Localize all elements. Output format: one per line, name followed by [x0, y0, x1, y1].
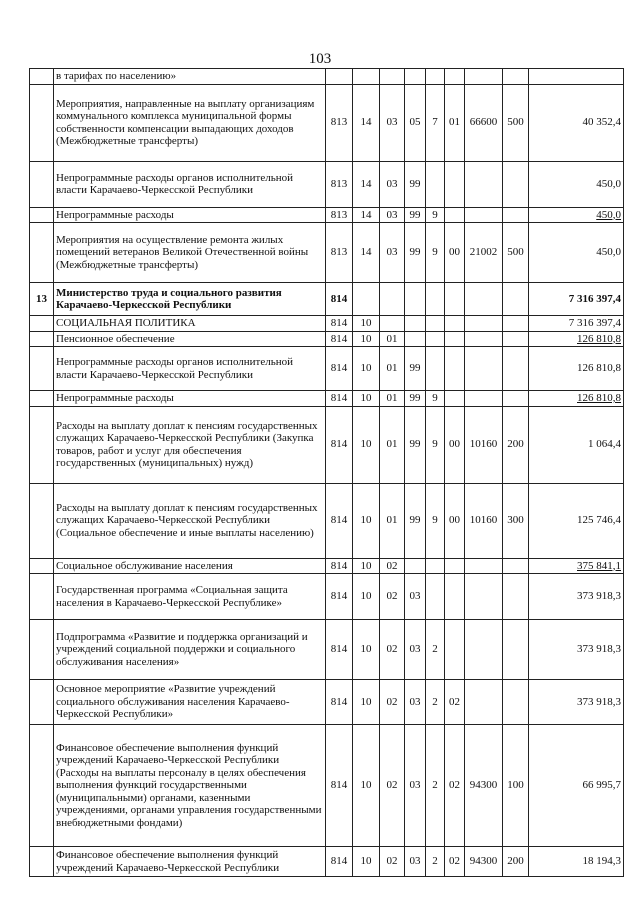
subprogram-code-cell [426, 574, 445, 620]
item-name-cell: Непрограммные расходы [54, 391, 326, 407]
subsection-code-cell: 02 [380, 847, 405, 877]
program-code-cell: 03 [405, 725, 426, 847]
table-row [30, 680, 624, 725]
amount-cell: 18 194,3 [529, 847, 624, 877]
grbs-code-cell: 813 [326, 161, 353, 207]
row-number-cell [30, 391, 54, 407]
section-code-cell: 10 [353, 406, 380, 483]
grbs-code-cell: 814 [326, 331, 353, 347]
subprogram-code-cell [426, 347, 445, 391]
program-code-cell: 99 [405, 406, 426, 483]
measure-code-cell [445, 316, 465, 332]
direction-code-cell [465, 331, 503, 347]
subsection-code-cell: 03 [380, 161, 405, 207]
amount-cell: 1 064,4 [529, 406, 624, 483]
amount-cell: 66 995,7 [529, 725, 624, 847]
expense-type-cell: 200 [503, 406, 529, 483]
expense-type-cell: 300 [503, 483, 529, 558]
row-number-cell [30, 331, 54, 347]
item-name-cell: Мероприятия на осуществление ремонта жилых помещений ветеранов Великой Отечественной войны (Межбюджетные трансферты) [54, 223, 326, 283]
row-number-cell [30, 558, 54, 574]
measure-code-cell [445, 391, 465, 407]
measure-code-cell [445, 347, 465, 391]
subsection-code-cell: 01 [380, 483, 405, 558]
table-row [30, 483, 624, 558]
table-row [30, 207, 624, 223]
section-code-cell [353, 69, 380, 85]
subprogram-code-cell [426, 283, 445, 316]
grbs-code-cell: 813 [326, 223, 353, 283]
measure-code-cell: 01 [445, 84, 465, 161]
subprogram-code-cell: 9 [426, 223, 445, 283]
row-number-cell [30, 680, 54, 725]
expense-type-cell [503, 283, 529, 316]
row-number-cell [30, 574, 54, 620]
direction-code-cell [465, 574, 503, 620]
program-code-cell: 99 [405, 391, 426, 407]
subsection-code-cell: 01 [380, 391, 405, 407]
grbs-code-cell: 813 [326, 84, 353, 161]
measure-code-cell [445, 161, 465, 207]
expense-type-cell [503, 391, 529, 407]
grbs-code-cell: 814 [326, 283, 353, 316]
measure-code-cell: 02 [445, 680, 465, 725]
row-number-cell [30, 69, 54, 85]
expense-type-cell: 500 [503, 84, 529, 161]
amount-cell: 373 918,3 [529, 680, 624, 725]
subprogram-code-cell [426, 558, 445, 574]
table-row [30, 391, 624, 407]
section-code-cell: 10 [353, 331, 380, 347]
subsection-code-cell [380, 69, 405, 85]
subsection-code-cell: 02 [380, 558, 405, 574]
grbs-code-cell: 814 [326, 391, 353, 407]
grbs-code-cell: 814 [326, 680, 353, 725]
amount-cell: 126 810,8 [529, 331, 624, 347]
section-code-cell: 10 [353, 391, 380, 407]
row-number-cell [30, 847, 54, 877]
subsection-code-cell: 02 [380, 680, 405, 725]
expense-type-cell [503, 558, 529, 574]
subsection-code-cell: 03 [380, 207, 405, 223]
measure-code-cell: 00 [445, 406, 465, 483]
direction-code-cell [465, 283, 503, 316]
row-number-cell [30, 620, 54, 680]
program-code-cell [405, 283, 426, 316]
direction-code-cell [465, 391, 503, 407]
amount-cell: 375 841,1 [529, 558, 624, 574]
amount-cell: 126 810,8 [529, 391, 624, 407]
page-number: 103 [308, 51, 332, 67]
measure-code-cell [445, 69, 465, 85]
amount-cell: 373 918,3 [529, 574, 624, 620]
amount-cell: 450,0 [529, 161, 624, 207]
table-row [30, 725, 624, 847]
expense-type-cell [503, 680, 529, 725]
expense-type-cell: 200 [503, 847, 529, 877]
program-code-cell: 99 [405, 347, 426, 391]
direction-code-cell [465, 161, 503, 207]
measure-code-cell [445, 207, 465, 223]
amount-cell: 7 316 397,4 [529, 316, 624, 332]
subsection-code-cell: 01 [380, 331, 405, 347]
amount-cell: 450,0 [529, 207, 624, 223]
row-number-cell [30, 725, 54, 847]
item-name-cell: Непрограммные расходы органов исполнительной власти Карачаево-Черкесской Республики [54, 347, 326, 391]
direction-code-cell [465, 680, 503, 725]
row-number-cell [30, 347, 54, 391]
direction-code-cell [465, 316, 503, 332]
subsection-code-cell: 03 [380, 223, 405, 283]
table-row [30, 347, 624, 391]
expense-type-cell [503, 69, 529, 85]
table-row [30, 558, 624, 574]
table-row [30, 84, 624, 161]
item-name-cell: Основное мероприятие «Развитие учреждений социального обслуживания населения Карачаево-Черкесской Республики» [54, 680, 326, 725]
subsection-code-cell: 01 [380, 347, 405, 391]
table-row [30, 574, 624, 620]
subprogram-code-cell: 9 [426, 483, 445, 558]
measure-code-cell: 00 [445, 223, 465, 283]
subprogram-code-cell: 7 [426, 84, 445, 161]
subprogram-code-cell: 9 [426, 207, 445, 223]
direction-code-cell [465, 69, 503, 85]
program-code-cell: 99 [405, 161, 426, 207]
section-code-cell: 10 [353, 680, 380, 725]
grbs-code-cell: 814 [326, 725, 353, 847]
section-code-cell: 10 [353, 316, 380, 332]
row-number-cell [30, 161, 54, 207]
direction-code-cell: 21002 [465, 223, 503, 283]
subprogram-code-cell: 9 [426, 406, 445, 483]
measure-code-cell [445, 283, 465, 316]
item-name-cell: Непрограммные расходы [54, 207, 326, 223]
grbs-code-cell: 814 [326, 316, 353, 332]
amount-cell: 373 918,3 [529, 620, 624, 680]
section-code-cell: 10 [353, 347, 380, 391]
direction-code-cell: 10160 [465, 483, 503, 558]
table-row [30, 69, 624, 85]
direction-code-cell: 66600 [465, 84, 503, 161]
measure-code-cell [445, 574, 465, 620]
grbs-code-cell: 814 [326, 847, 353, 877]
expense-type-cell [503, 347, 529, 391]
program-code-cell [405, 316, 426, 332]
expense-type-cell [503, 331, 529, 347]
direction-code-cell: 10160 [465, 406, 503, 483]
subprogram-code-cell: 2 [426, 620, 445, 680]
row-number-cell: 13 [30, 283, 54, 316]
subsection-code-cell: 01 [380, 406, 405, 483]
program-code-cell [405, 69, 426, 85]
direction-code-cell [465, 620, 503, 680]
section-code-cell: 14 [353, 84, 380, 161]
row-number-cell [30, 483, 54, 558]
direction-code-cell [465, 207, 503, 223]
amount-cell: 7 316 397,4 [529, 283, 624, 316]
item-name-cell: Финансовое обеспечение выполнения функций учреждений Карачаево-Черкесской Республики (Расходы на выплаты персоналу в целях обеспечения выполнения функций государственными (муниципальными) органами, казенными учреждениями, органами управления государственными внебюджетными фондами) [54, 725, 326, 847]
amount-cell: 126 810,8 [529, 347, 624, 391]
direction-code-cell [465, 347, 503, 391]
item-name-cell: СОЦИАЛЬНАЯ ПОЛИТИКА [54, 316, 326, 332]
program-code-cell: 99 [405, 207, 426, 223]
item-name-cell: Непрограммные расходы органов исполнительной власти Карачаево-Черкесской Республики [54, 161, 326, 207]
measure-code-cell [445, 331, 465, 347]
item-name-cell: Государственная программа «Социальная защита населения в Карачаево-Черкесской Республике» [54, 574, 326, 620]
section-code-cell: 10 [353, 558, 380, 574]
program-code-cell: 03 [405, 680, 426, 725]
row-number-cell [30, 223, 54, 283]
grbs-code-cell: 814 [326, 406, 353, 483]
program-code-cell [405, 558, 426, 574]
grbs-code-cell: 814 [326, 558, 353, 574]
subprogram-code-cell [426, 331, 445, 347]
section-code-cell: 10 [353, 574, 380, 620]
measure-code-cell [445, 558, 465, 574]
subsection-code-cell [380, 316, 405, 332]
row-number-cell [30, 84, 54, 161]
item-name-cell: Пенсионное обеспечение [54, 331, 326, 347]
amount-cell: 125 746,4 [529, 483, 624, 558]
section-code-cell: 10 [353, 847, 380, 877]
subprogram-code-cell [426, 316, 445, 332]
grbs-code-cell: 813 [326, 207, 353, 223]
amount-cell: 450,0 [529, 223, 624, 283]
table-row [30, 620, 624, 680]
grbs-code-cell: 814 [326, 347, 353, 391]
grbs-code-cell [326, 69, 353, 85]
expense-type-cell: 500 [503, 223, 529, 283]
measure-code-cell: 00 [445, 483, 465, 558]
row-number-cell [30, 316, 54, 332]
section-code-cell: 14 [353, 207, 380, 223]
section-code-cell: 14 [353, 161, 380, 207]
grbs-code-cell: 814 [326, 620, 353, 680]
table-row [30, 283, 624, 316]
amount-cell: 40 352,4 [529, 84, 624, 161]
table-row [30, 406, 624, 483]
table-row [30, 223, 624, 283]
subprogram-code-cell: 9 [426, 391, 445, 407]
subprogram-code-cell [426, 69, 445, 85]
item-name-cell: в тарифах по населению» [54, 69, 326, 85]
item-name-cell: Социальное обслуживание населения [54, 558, 326, 574]
item-name-cell: Министерство труда и социального развития Карачаево-Черкесской Республики [54, 283, 326, 316]
amount-cell [529, 69, 624, 85]
item-name-cell: Расходы на выплату доплат к пенсиям государственных служащих Карачаево-Черкесской Республики (Социальное обеспечение и иные выплаты населению) [54, 483, 326, 558]
program-code-cell [405, 331, 426, 347]
expense-type-cell [503, 316, 529, 332]
subprogram-code-cell: 2 [426, 725, 445, 847]
row-number-cell [30, 207, 54, 223]
table-row [30, 331, 624, 347]
item-name-cell: Подпрограмма «Развитие и поддержка организаций и учреждений социальной поддержки и социального обслуживания населения» [54, 620, 326, 680]
direction-code-cell: 94300 [465, 725, 503, 847]
table-row [30, 847, 624, 877]
table-row [30, 316, 624, 332]
measure-code-cell: 02 [445, 725, 465, 847]
item-name-cell: Мероприятия, направленные на выплату организациям коммунального комплекса муниципальной формы собственности компенсации выпадающих доходов (Межбюджетные трансферты) [54, 84, 326, 161]
subsection-code-cell: 02 [380, 574, 405, 620]
section-code-cell: 10 [353, 483, 380, 558]
section-code-cell: 14 [353, 223, 380, 283]
direction-code-cell: 94300 [465, 847, 503, 877]
program-code-cell: 99 [405, 223, 426, 283]
expense-type-cell: 100 [503, 725, 529, 847]
program-code-cell: 99 [405, 483, 426, 558]
program-code-cell: 05 [405, 84, 426, 161]
program-code-cell: 03 [405, 847, 426, 877]
subprogram-code-cell: 2 [426, 847, 445, 877]
table-row [30, 161, 624, 207]
expense-type-cell [503, 574, 529, 620]
subprogram-code-cell [426, 161, 445, 207]
item-name-cell: Финансовое обеспечение выполнения функций учреждений Карачаево-Черкесской Республики [54, 847, 326, 877]
section-code-cell [353, 283, 380, 316]
budget-table [29, 68, 624, 877]
program-code-cell: 03 [405, 574, 426, 620]
expense-type-cell [503, 161, 529, 207]
grbs-code-cell: 814 [326, 483, 353, 558]
measure-code-cell [445, 620, 465, 680]
subsection-code-cell [380, 283, 405, 316]
expense-type-cell [503, 207, 529, 223]
section-code-cell: 10 [353, 620, 380, 680]
direction-code-cell [465, 558, 503, 574]
measure-code-cell: 02 [445, 847, 465, 877]
subsection-code-cell: 02 [380, 620, 405, 680]
subsection-code-cell: 03 [380, 84, 405, 161]
grbs-code-cell: 814 [326, 574, 353, 620]
program-code-cell: 03 [405, 620, 426, 680]
item-name-cell: Расходы на выплату доплат к пенсиям государственных служащих Карачаево-Черкесской Республики (Закупка товаров, работ и услуг для обеспечения государственных (муниципальных) нужд) [54, 406, 326, 483]
subprogram-code-cell: 2 [426, 680, 445, 725]
section-code-cell: 10 [353, 725, 380, 847]
expense-type-cell [503, 620, 529, 680]
subsection-code-cell: 02 [380, 725, 405, 847]
row-number-cell [30, 406, 54, 483]
